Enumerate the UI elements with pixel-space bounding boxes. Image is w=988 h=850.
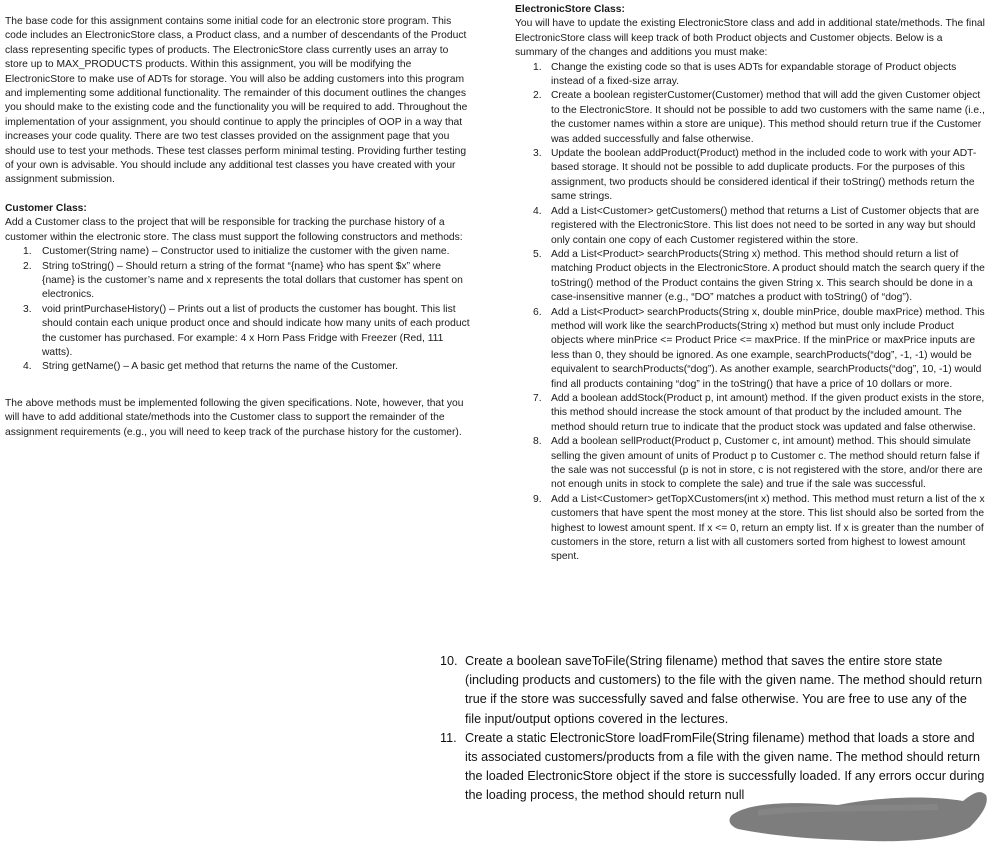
list-item: 6. Add a List<Product> searchProducts(String x, double minPrice, double maxPrice) method. This method will work like the searchProducts(String x) method but must only include Product objects where minPrice <= Product Price <= maxPrice. If the minPrice or maxPrice inputs are less than 0, they should be ignored. As one example, searchProducts(“dog”, -1, -1) would be equivalent to searchProducts(“dog”). As another example, searchProducts(“dog”, 10, -1) would find all products containing “dog” in the toString() that have a price of 10 dollars or more. [533,306,985,390]
list-item: 5. Add a List<Product> searchProducts(String x) method. This method should return a list of matching Product objects in the ElectronicStore. A product should match the search query if the toString() method of the Product contains the given String x. This search should be done in a case-insensitive manner (e.g., “DO” matches a product with toString() of “dog”). [533,248,985,304]
left-column [5,15,470,440]
list-item: 8. Add a boolean sellProduct(Product p, Customer c, int amount) method. This should simulate selling the given amount of units of Product p to Customer c. The method should return false if the sale was not successful (p is not in store, c is not registered with the store, and/or there are not enough units in stock to complete the sale) and true if the sale was successful. [533,436,983,491]
right-column [515,3,985,565]
customer-class-heading: Customer Class: [5,202,87,214]
list-item: 4. String getName() – A basic get method that returns the name of the Customer. [23,361,399,373]
list-item: 3. void printPurchaseHistory() – Prints out a list of products the customer has bought. This list should contain each unique product once and should indicate how many units of each product the customer has purchased. For example: 4 x Horn Pass Fridge with Freezer (Red, 111 watts). [23,303,470,358]
list-item: 1. Customer(String name) – Constructor used to initialize the customer with the given name. [23,246,450,258]
list-item: 2. String toString() – Should return a string of the format “{name} who has spent $x” where {name} is the customer’s name and x represents the total dollars that customer has spent on electronics. [23,260,463,301]
file-method-list [440,652,985,806]
continued-list-crop [440,652,985,806]
list-item: 4. Add a List<Customer> getCustomers() method that returns a List of Customer objects that are registered with the ElectronicStore. This list does not need to be sorted in any way but should only contain one copy of each Customer registered within the store. [533,205,980,246]
electronic-store-heading: ElectronicStore Class: [515,4,625,15]
list-item: 2. Create a boolean registerCustomer(Customer) method that will add the given Customer object to the ElectronicStore. It should not be possible to add two customers with the same name (i.e., the customer names within a store are unique). This method should return true if the Customer was added successfully and false otherwise. [533,90,985,145]
list-item: 9. Add a List<Customer> getTopXCustomers(int x) method. This method must return a list of the x customers that have spent the most money at the store. This list should also be sorted from the highest to lowest amount spent. If x <= 0, return an empty list. If x is greater than the number of customers in the store, return a list with all customers sorted from highest to lowest amount spent. [533,493,985,563]
customer-method-list [5,245,470,375]
list-item: 7. Add a boolean addStock(Product p, int amount) method. If the given product exists in the store, this method should increase the stock amount of that product by the included amount. The method should return true to indicate that the product stock was updated and false otherwise. [533,392,985,433]
electronic-store-intro: You will have to update the existing ElectronicStore class and add in additional state/methods. The final ElectronicStore class will keep track of both Product objects and Customer objects. Below is a summary of the changes and additions you must make: [515,18,985,59]
list-item: 11. Create a static ElectronicStore loadFromFile(String filename) method that loads a store and its associated customers/products from a file with the given name. The method should return the loaded ElectronicStore object if the store is successfully loaded. If any errors occur during the loading process, the method should return null [440,730,985,803]
list-item: 3. Update the boolean addProduct(Product) method in the included code to work with your ADT-based storage. It should not be possible to add duplicate products. For the purposes of this assignment, two products should be considered identical if their toString() methods return the same strings. [533,148,977,203]
list-item: 10. Create a boolean saveToFile(String filename) method that saves the entire store state (including products and customers) to the file with the given name. The method should return true if the store was successfully saved and false otherwise. You are free to use any of the file input/output options covered in the lectures. [440,654,983,726]
redaction-smudge [728,785,988,845]
electronic-store-method-list [515,61,985,565]
intro-paragraph: The base code for this assignment contains some initial code for an electronic store program. This code includes an ElectronicStore class, a Product class, and a number of descendants of the Product class representing specific types of products. The ElectronicStore class currently uses an array to store up to MAX_PRODUCTS products. Within this assignment, you will be modifying the ElectronicStore to make use of ADTs for storage. You will also be adding customers into this program and implementing some additional functionality. The remainder of this document outlines the changes you should make to the existing code and the functionality you will be required to add. Throughout the implementation of your assignment, you should continue to apply the principles of OOP in a way that increases your code quality. There are two test classes provided on the assignment page that you should use to test your methods. These test classes perform minimal testing. Providing further testing of your own is advisable. You should include any additional test classes you have created with your assignment submission. [5,16,468,186]
closing-paragraph: The above methods must be implemented following the given specifications. Note, however, that you will have to add additional state/methods into the Customer class to support the remainder of the assignment requirements (e.g., you will need to keep track of the purchase history for the customer). [5,397,464,438]
list-item: 1. Change the existing code so that is uses ADTs for expandable storage of Product objects instead of a fixed-size array. [533,61,957,88]
customer-intro-paragraph: Add a Customer class to the project that will be responsible for tracking the purchase history of a customer within the electronic store. The class must support the following constructors and methods: [5,217,463,243]
